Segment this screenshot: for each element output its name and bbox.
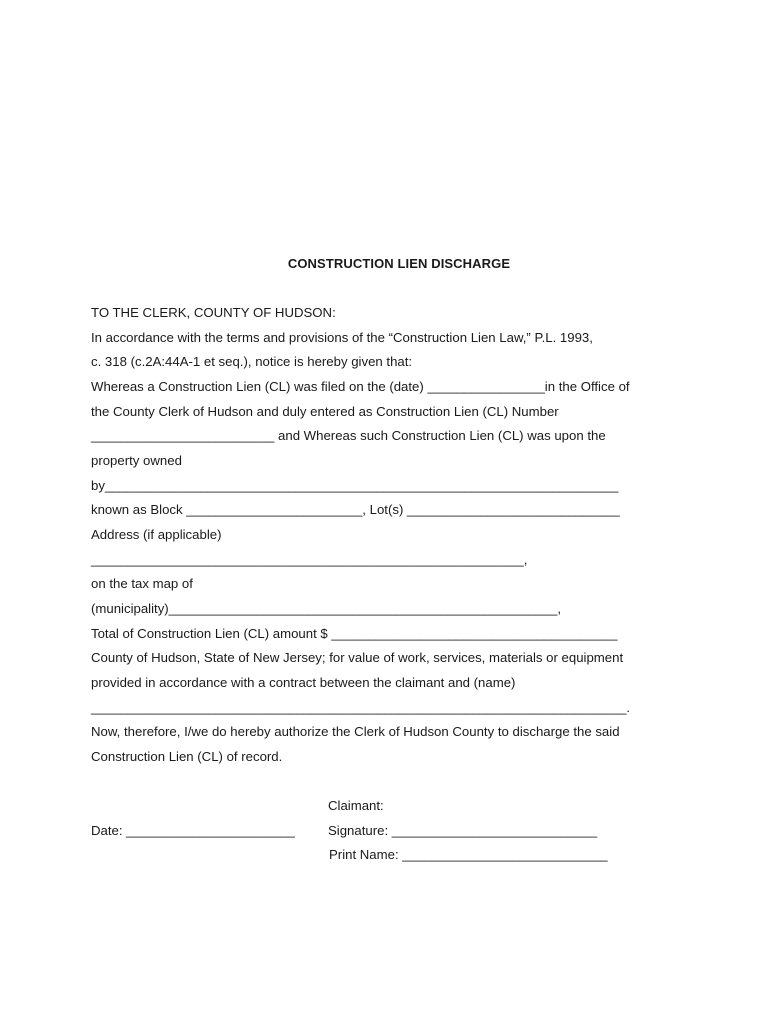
print-name-line: Print Name: ____________________________: [329, 847, 608, 862]
body-line-9: Address (if applicable): [91, 527, 222, 542]
body-line-10: ___________________________________________________________,: [91, 552, 528, 567]
body-line-15: provided in accordance with a contract between the claimant and (name): [91, 675, 516, 690]
body-line-8: known as Block ________________________, Lot(s) _____________________________: [91, 502, 620, 517]
addressee-line: TO THE CLERK, COUNTY OF HUDSON:: [91, 305, 336, 320]
body-line-13: Total of Construction Lien (CL) amount $ _______________________________________: [91, 626, 618, 641]
body-line-12: (municipality)_____________________________________________________,: [91, 601, 562, 616]
body-line-17: Now, therefore, I/we do hereby authorize the Clerk of Hudson County to discharge the said: [91, 724, 620, 739]
signature-line: Signature: ____________________________: [328, 823, 598, 838]
body-line-5: _________________________ and Whereas such Construction Lien (CL) was upon the: [91, 428, 606, 443]
body-line-14: County of Hudson, State of New Jersey; for value of work, services, materials or equipment: [91, 650, 624, 665]
date-line: Date: _______________________: [91, 823, 295, 838]
document-title: CONSTRUCTION LIEN DISCHARGE: [287, 256, 511, 271]
claimant-label: Claimant:: [328, 798, 384, 813]
body-line-16: _________________________________________________________________________.: [91, 700, 631, 715]
body-line-2: c. 318 (c.2A:44A-1 et seq.), notice is hereby given that:: [91, 354, 413, 369]
body-line-1: In accordance with the terms and provisions of the “Construction Lien Law,” P.L. 1993,: [91, 330, 593, 345]
body-line-7: by______________________________________________________________________: [91, 478, 619, 493]
body-line-6: property owned: [91, 453, 182, 468]
body-line-3: Whereas a Construction Lien (CL) was filed on the (date) ________________in the Office of: [91, 379, 630, 394]
body-line-4: the County Clerk of Hudson and duly entered as Construction Lien (CL) Number: [91, 404, 559, 419]
body-line-18: Construction Lien (CL) of record.: [91, 749, 283, 764]
body-line-11: on the tax map of: [91, 576, 193, 591]
